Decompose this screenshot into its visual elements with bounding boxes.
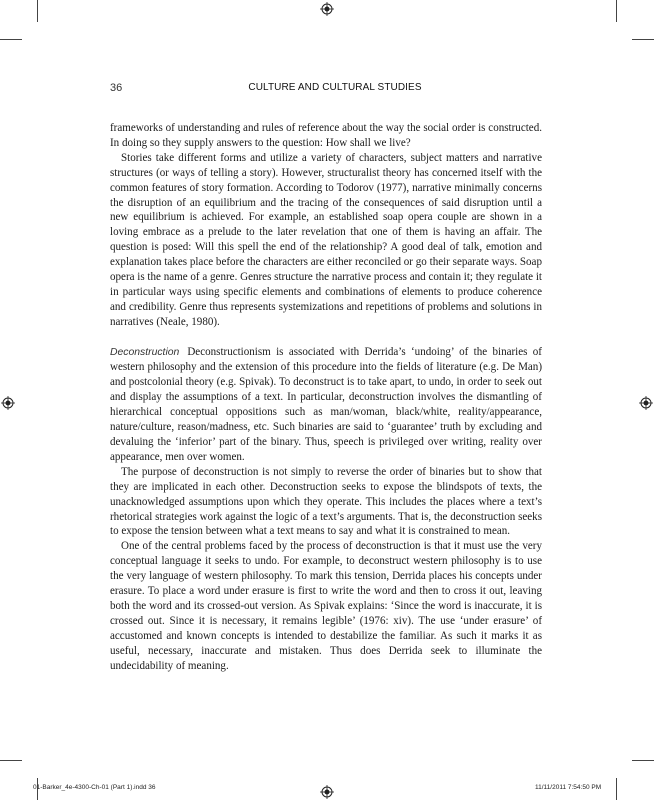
paragraph: One of the central problems faced by the process of deconstruction is that it must use the very conceptual language it seeks to undo. For example, to deconstruct western philosophy is to use the very language of western philosophy. To mark this tension, Derrida places his concepts under erasure. To place a word under erasure is first to write the word and then to cross it out, leaving both the word and its crossed-out version. As Spivak explains: ‘Since the word is inaccurate, it is crossed out. Since it is necessary, it remains legible’ (1976: xiv). The use ‘under erasure’ of accustomed and known concepts is intended to destabilize the familiar. As such it marks it as useful, necessary, inaccurate and mistaken. Thus does Derrida seek to illuminate the undecidability of meaning. [110,540,542,672]
crop-mark [616,778,617,800]
paragraph-text: Deconstructionism is associated with Derrida’s ‘undoing’ of the binaries of western philosophy and the extension of this procedure into the fields of literature (e.g. De Man) and postcolonial theory (e.g. Spivak). To deconstruct is to take apart, to undo, in order to seek out and display the assumptions of a text. In particular, deconstruction involves the dismantling of hierarchical conceptual oppositions such as man/woman, black/white, reality/appearance, nature/culture, reason/madness, etc. Such binaries are said to ‘guarantee’ truth by excluding and devaluing the ‘inferior’ part of the binary. Thus, speech is privileged over writing, reality over appearance, men over women. [110,345,542,463]
paragraph: The purpose of deconstruction is not simply to reverse the order of binaries but to show that they are implicated in each other. Deconstruction seeks to expose the blindspots of texts, the unacknowledged assumptions upon which they operate. This includes the places where a text’s rhetorical strategies work against the logic of a text’s arguments. That is, the deconstruction seeks to expose the tension between what a text means to say and what it is constrained to mean. [110,465,542,538]
registration-mark-icon [320,2,334,16]
registration-mark-icon [1,396,15,410]
crop-mark [632,39,654,40]
slug-filename: 01-Barker_4e-4300-Ch-01 (Part 1).indd 36 [33,784,156,791]
crop-mark [616,0,617,22]
registration-mark-icon [320,785,334,799]
section-heading: Deconstruction [110,346,180,358]
registration-mark-icon [639,396,653,410]
page-number: 36 [110,82,123,94]
body-text [110,121,542,674]
paragraph-deconstruction [110,345,542,465]
crop-mark [37,0,38,22]
paragraph: frameworks of understanding and rules of reference about the way the social order is constructed. In doing so they supply answers to the question: How shall we live? [110,122,542,149]
crop-mark [632,760,654,761]
paragraph: Stories take different forms and utilize a variety of characters, subject matters and narrative structures (or ways of telling a story). However, structuralist theory has concerned itself with the common features of story formation. According to Todorov (1977), narrative minimally concerns the disruption of an equilibrium and the tracing of the consequences of said disruption until a new equilibrium is achieved. For example, an established soap opera couple are shown in a loving embrace as a prelude to the later revelation that one of them is having an affair. The question is posed: Will this spell the end of the relationship? A good deal of talk, emotion and explanation takes place before the characters are either reconciled or go their separate ways. Soap opera is the name of a genre. Genres structure the narrative process and contain it; they regulate it in particular ways using specific elements and combinations of elements to produce coherence and credibility. Genre thus represents systemizations and repetitions of problems and solutions in narratives (Neale, 1980). [110,151,542,328]
slug-timestamp: 11/11/2011 7:54:50 PM [535,784,602,791]
running-head: CULTURE AND CULTURAL STUDIES [248,82,422,93]
crop-mark [0,39,22,40]
crop-mark [0,760,22,761]
